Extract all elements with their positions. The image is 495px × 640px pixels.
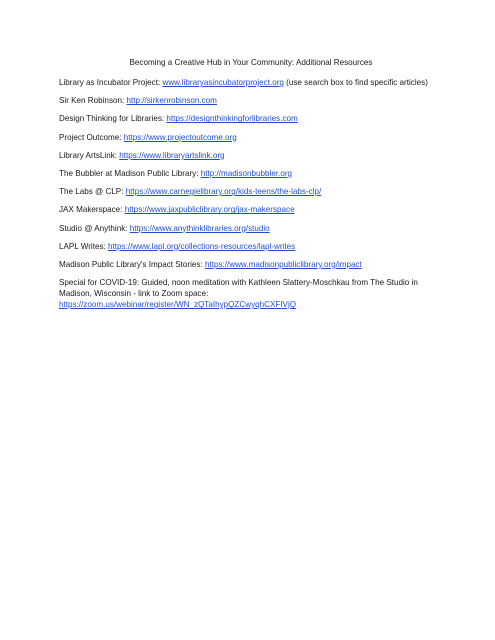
resource-sir-ken-robinson	[59, 95, 443, 106]
resource-link[interactable]: https://www.jaxpubliclibrary.org/jax-makerspace	[124, 205, 295, 215]
resource-link[interactable]: https://www.projectoutcome.org	[123, 132, 237, 142]
special-covid-resource	[59, 277, 443, 310]
resource-note: (use search box to find specific articles)	[283, 78, 428, 87]
resource-label: Library ArtsLink:	[59, 150, 120, 160]
zoom-link[interactable]: https://zoom.us/webinar/register/WN_zQTaIhypQZCwyqhCXFIVjQ	[59, 300, 297, 310]
resource-label: Madison Public Library's Impact Stories:	[59, 259, 205, 269]
resource-label: Studio @ Anythink:	[59, 223, 130, 233]
resource-lapl-writes	[59, 241, 443, 252]
resource-link[interactable]: https://www.madisonpubliclibrary.org/impact	[204, 259, 362, 269]
resource-madison-impact	[59, 259, 443, 270]
resource-link[interactable]: https://www.anythinklibraries.org/studio	[129, 223, 270, 233]
resource-library-artslink	[59, 150, 443, 161]
resource-link[interactable]: www.libraryasincubatorproject.org	[162, 78, 284, 87]
resource-link[interactable]: https://www.libraryartslink.org	[119, 150, 225, 160]
resource-project-outcome	[59, 132, 443, 143]
resource-link[interactable]: http://madisonbubbler.org	[200, 168, 293, 178]
resource-library-as-incubator	[59, 77, 443, 88]
resource-label: The Labs @ CLP:	[59, 187, 126, 197]
resource-label: Design Thinking for Libraries:	[59, 114, 167, 124]
document-title: Becoming a Creative Hub in Your Community: Additional Resources	[129, 58, 373, 67]
resource-link[interactable]: https://designthinkingforlibraries.com	[166, 114, 298, 124]
resource-jax-makerspace	[59, 204, 443, 215]
resource-studio-anythink	[59, 223, 443, 234]
resource-design-thinking	[59, 113, 443, 124]
resource-labs-clp	[59, 186, 443, 197]
resource-label: Sir Ken Robinson:	[59, 96, 127, 106]
resource-link[interactable]: https://www.carnegielibrary.org/kids-teens/the-labs-clp/	[125, 187, 322, 197]
special-label: Special for COVID-19: Guided, noon meditation with Kathleen Slattery-Moschkau from The Studio in Madison, Wisconsin - link to Zoom space:	[59, 278, 418, 299]
resource-label: The Bubbler at Madison Public Library:	[59, 168, 201, 178]
resource-label: Library as Incubator Project:	[59, 78, 163, 87]
resource-label: JAX Makerspace:	[59, 205, 125, 215]
resource-label: LAPL Writes:	[59, 241, 109, 251]
resource-link[interactable]: http://sirkenrobinson.com	[126, 96, 217, 106]
resource-bubbler	[59, 168, 443, 179]
resource-link[interactable]: https://www.lapl.org/collections-resources/lapl-writes	[108, 241, 296, 251]
resource-label: Project Outcome:	[59, 132, 124, 142]
